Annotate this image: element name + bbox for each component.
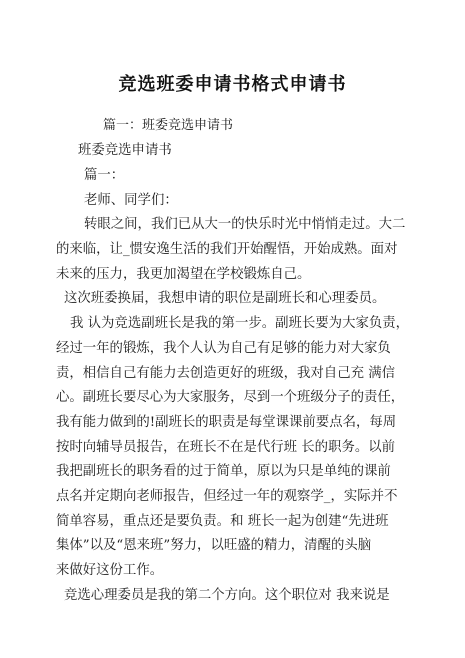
paragraph-line: 责，相信自己有能力去创造更好的班级，我对自己充 满信 xyxy=(56,366,396,381)
paragraph-line: 点名并定期向老师报告，但经过一年的观察学_，实际并不 xyxy=(56,489,398,504)
paragraph-line: 篇一： xyxy=(84,168,125,183)
paragraph-line: 我 认为竞选副班长是我的第一步。副班长要为大家负责， xyxy=(70,316,410,331)
paragraph-line: 我有能力做到的!副班长的职责是每堂课课前要点名，每周 xyxy=(56,415,397,430)
paragraph-line: 这次班委换届，我想申请的职位是副班长和心理委员。 xyxy=(64,291,386,306)
paragraph-line: 我把副班长的职务看的过于简单，原以为只是单纯的课前 xyxy=(56,464,391,479)
section-heading: 篇一：班委竞选申请书 xyxy=(103,118,234,133)
paragraph-line: 的来临，让_惯安逸生活的我们开始醒悟，开始成熟。面对 xyxy=(56,242,398,257)
paragraph-line: 集体”以及“恩来班”努力，以旺盛的精力，清醒的头脑 xyxy=(56,538,372,553)
paragraph-line: 转眼之间，我们已从大一的快乐时光中悄悄走过。大二 xyxy=(84,217,406,232)
document-title: 竞选班委申请书格式申请书 xyxy=(118,74,347,95)
paragraph-line: 来做好这份工作。 xyxy=(56,563,164,578)
paragraph-line: 经过一年的锻炼，我个人认为自己有足够的能力对大家负 xyxy=(56,341,391,356)
paragraph-line: 按时向辅导员报告，在班长不在是代行班 长的职务。以前 xyxy=(56,440,396,455)
paragraph-line: 竞选心理委员是我的第二个方向。这个职位对 我来说是 xyxy=(64,588,390,603)
paragraph-line: 班委竞选申请书 xyxy=(78,143,172,158)
paragraph-line: 老师、同学们： xyxy=(84,193,178,208)
paragraph-line: 心。副班长要尽心为大家服务，尽到一个班级分子的责任， xyxy=(56,390,405,405)
paragraph-line: 未来的压力，我更加渴望在学校锻炼自己。 xyxy=(56,267,311,282)
paragraph-line: 简单容易，重点还是要负责。和 班长一起为创建“先进班 xyxy=(56,514,389,529)
